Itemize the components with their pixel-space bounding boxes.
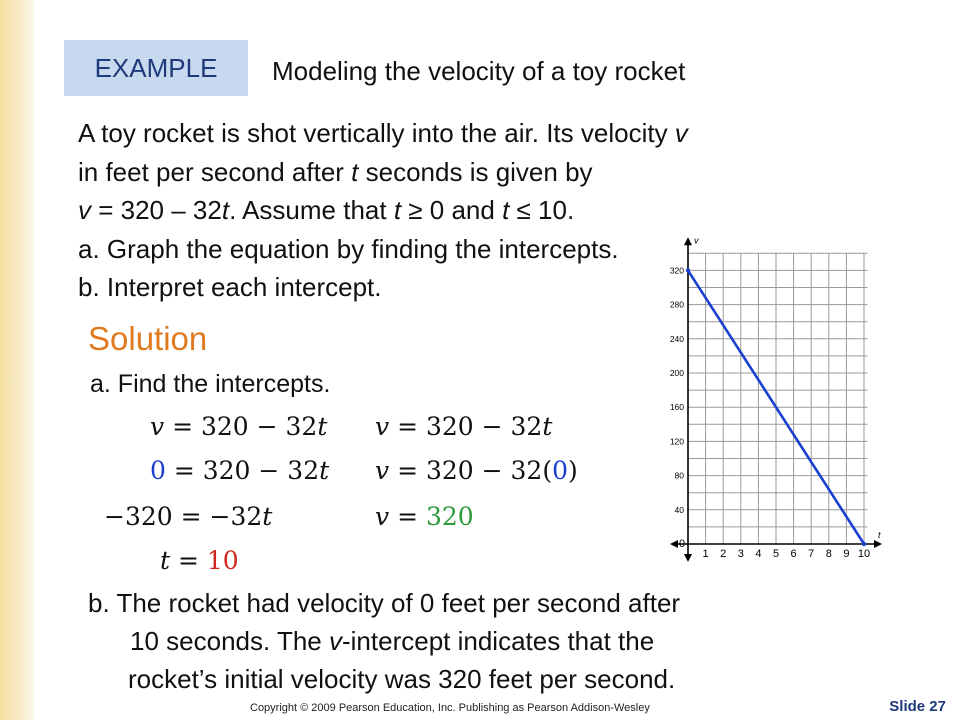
eq-text: = 320 − 32: [389, 412, 543, 441]
problem-line-1: [78, 114, 688, 153]
x-axis-label: t: [878, 530, 881, 540]
y-axis-arrow-down-icon: [684, 554, 692, 562]
problem-line-3: [78, 191, 688, 230]
variable-t: t: [221, 195, 230, 225]
y-tick-label: 120: [669, 436, 684, 447]
equation-left-1: [150, 412, 327, 441]
problem-text: seconds is given by: [358, 156, 593, 187]
eq-text: = 320 − 32(: [389, 456, 553, 485]
problem-text: . Assume that: [229, 195, 394, 225]
solution-heading: Solution: [88, 320, 208, 357]
variable-v: v: [674, 118, 688, 148]
example-badge: EXAMPLE: [64, 40, 248, 96]
equation-right-3: [375, 502, 474, 531]
y-tick-label: 280: [669, 299, 684, 310]
y-tick-label: 240: [669, 333, 684, 344]
problem-statement: [78, 114, 688, 307]
variable-v: v: [329, 626, 342, 656]
eq-result-highlight: 10: [206, 546, 239, 575]
equation-right-1: [375, 412, 552, 441]
problem-text: ≥ 0 and: [401, 195, 503, 225]
interpretation: [88, 584, 680, 698]
step-a-label: a. Find the intercepts.: [90, 370, 331, 398]
eq-var: v: [375, 502, 390, 531]
problem-line-5: b. Interpret each intercept.: [78, 272, 382, 302]
x-tick-label: 9: [843, 548, 850, 560]
eq-var: v: [150, 412, 165, 441]
eq-var: t: [542, 412, 553, 441]
problem-line-4: a. Graph the equation by finding the intercepts.: [78, 233, 619, 264]
x-tick-label: 6: [790, 548, 797, 560]
y-axis-label: v: [694, 235, 699, 246]
slide-number: Slide 27: [889, 698, 946, 715]
eq-text: = 320 − 32: [165, 456, 320, 485]
eq-text: =: [389, 502, 426, 531]
equation-left-3: [104, 502, 272, 531]
equation-right-2: [375, 456, 578, 485]
y-tick-label: 80: [674, 470, 684, 481]
x-tick-label: 8: [825, 548, 832, 560]
eq-var: v: [375, 412, 390, 441]
problem-line-2: [78, 153, 688, 192]
variable-t: t: [393, 195, 402, 225]
interpretation-line-2: [88, 622, 680, 660]
variable-t: t: [502, 195, 510, 225]
x-tick-label: 7: [808, 548, 815, 560]
y-tick-label: 320: [669, 265, 684, 276]
variable-v: v: [78, 195, 91, 225]
velocity-graph: [652, 235, 912, 572]
interpretation-text: 10 seconds. The: [130, 626, 329, 656]
x-axis-arrow-icon: [874, 540, 882, 548]
decorative-sidebar: [0, 0, 34, 720]
eq-var: t: [160, 546, 171, 575]
eq-result-highlight: 320: [425, 502, 474, 531]
copyright-notice: Copyright © 2009 Pearson Education, Inc. Publishing as Pearson Addison-Wesley: [250, 702, 650, 714]
interpretation-line-3: rocket’s initial velocity was 320 feet per second.: [128, 664, 676, 694]
x-axis-arrow-left-icon: [670, 540, 678, 548]
x-tick-label: 2: [720, 548, 727, 560]
x-tick-label: 10: [857, 548, 871, 560]
y-tick-label: 40: [674, 504, 684, 515]
eq-zero-highlight: 0: [150, 456, 166, 485]
x-tick-label: 4: [755, 548, 762, 560]
eq-zero-highlight: 0: [552, 456, 568, 485]
y-tick-label: 200: [669, 368, 684, 378]
interpretation-line-1: b. The rocket had velocity of 0 feet per second after: [88, 588, 681, 618]
problem-text: A toy rocket is shot vertically into the air. Its velocity: [78, 118, 675, 148]
eq-var: t: [319, 456, 330, 485]
intercept-point: [862, 542, 866, 546]
problem-text: ≤ 10.: [509, 195, 575, 225]
eq-text: = 320 − 32: [164, 412, 318, 441]
eq-text: ): [568, 456, 578, 485]
eq-text: −320 = −32: [104, 502, 263, 531]
example-title: Modeling the velocity of a toy rocket: [272, 56, 686, 86]
problem-text: = 320 – 32: [91, 195, 222, 225]
y-tick-label: 160: [669, 402, 684, 413]
x-tick-label: 0: [678, 538, 686, 550]
intercept-point: [686, 268, 690, 272]
equation-left-4: [160, 546, 239, 575]
x-tick-label: 5: [772, 548, 780, 560]
variable-t: t: [351, 156, 359, 187]
eq-text: =: [170, 546, 207, 575]
x-tick-label: 3: [737, 548, 744, 560]
eq-var: t: [262, 502, 273, 531]
x-tick-label: 1: [702, 548, 709, 560]
eq-var: t: [317, 412, 328, 441]
interpretation-text: -intercept indicates that the: [342, 626, 655, 656]
problem-text: in feet per second after: [78, 156, 352, 187]
equation-left-2: [150, 456, 329, 485]
eq-var: v: [375, 456, 390, 485]
